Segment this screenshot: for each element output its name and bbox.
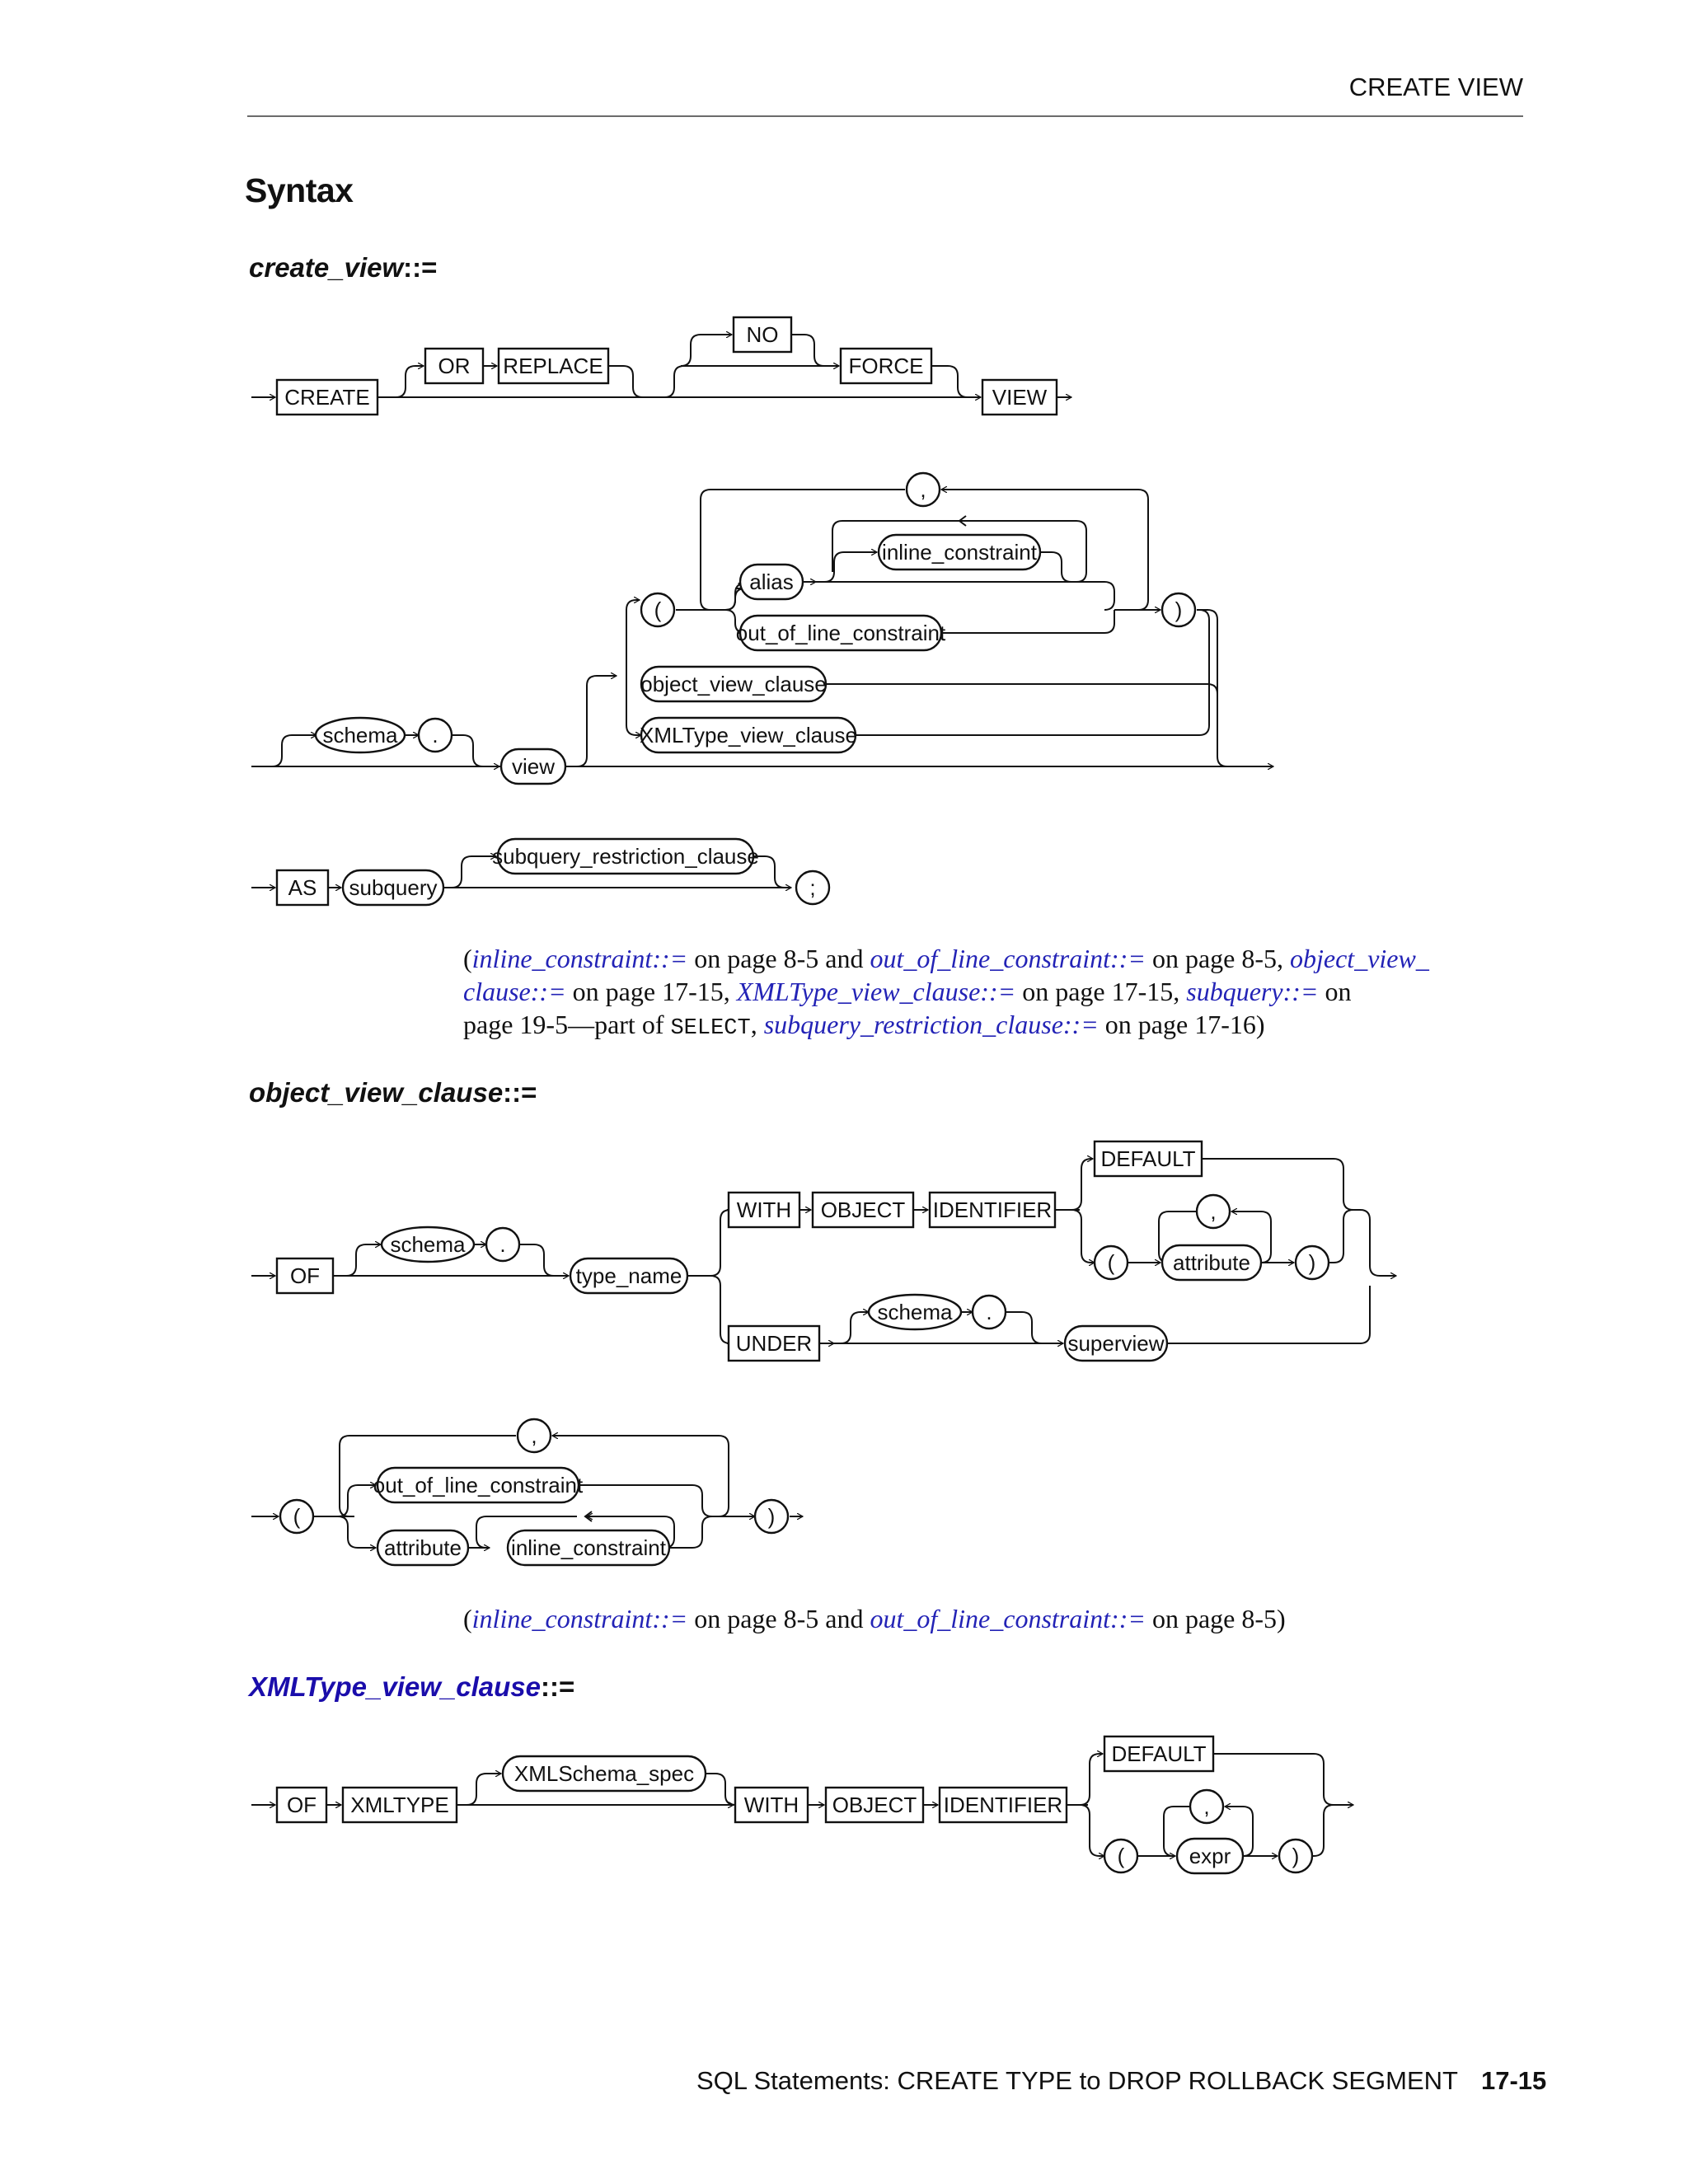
link-subquery[interactable]: subquery::= [1186,977,1319,1006]
svg-text:.: . [986,1300,992,1324]
svg-text:IDENTIFIER: IDENTIFIER [943,1793,1063,1817]
svg-text:(: ( [293,1504,301,1529]
svg-text:(: ( [1107,1250,1115,1275]
svg-text:(: ( [654,598,662,622]
svg-text:FORCE: FORCE [848,354,924,378]
svg-text:DEFAULT: DEFAULT [1100,1146,1196,1171]
diagram-create-view-row1 [251,317,1071,415]
link-subquery-restriction-clause[interactable]: subquery_restriction_clause::= [763,1010,1099,1039]
svg-text:alias: alias [749,569,794,594]
link-inline-constraint[interactable]: inline_constraint::= [471,944,688,973]
link-out-of-line-constraint[interactable]: out_of_line_constraint::= [870,1604,1146,1633]
svg-text:;: ; [809,875,816,900]
svg-text:,: , [531,1423,537,1448]
svg-text:XMLTYPE: XMLTYPE [350,1793,449,1817]
svg-text:type_name: type_name [575,1263,682,1288]
svg-text:OBJECT: OBJECT [832,1793,917,1817]
page-footer [696,2066,1546,2096]
svg-text:WITH: WITH [736,1197,792,1222]
running-header: CREATE VIEW [1348,73,1523,101]
section-title: Syntax [245,171,354,209]
svg-text:): ) [767,1504,776,1529]
rule-heading-xmltype-view-clause[interactable]: XMLType_view_clause::= [249,1671,575,1702]
svg-text:CREATE: CREATE [284,385,370,410]
svg-text:REPLACE: REPLACE [503,354,603,378]
rule-heading-object-view-clause: object_view_clause::= [249,1077,537,1108]
page-number: 17-15 [1480,2066,1547,2095]
svg-text:,: , [920,477,926,502]
svg-text:,: , [1203,1794,1210,1819]
footer-title: SQL Statements: CREATE TYPE to DROP ROLLBACK SEGMENT [696,2066,1458,2095]
svg-text:superview: superview [1067,1331,1165,1356]
svg-text:XMLType_view_clause: XMLType_view_clause [640,723,857,748]
cross-reference-create-view: (inline_constraint::= on page 8-5 and out_of_line_constraint::= on page 8-5, object_view_ clause::= on page 17-15, XMLType_view_clause::= on page 17-15, subquery::= on page 19-5—part of SELECT, subquery_restriction_clause::= on page 17-16) [463,944,1429,1041]
svg-text:OR: OR [438,354,471,378]
svg-text:inline_constraint: inline_constraint [511,1535,666,1560]
link-out-of-line-constraint[interactable]: out_of_line_constraint::= [870,944,1146,973]
svg-text:inline_constraint: inline_constraint [882,540,1037,565]
svg-text:IDENTIFIER: IDENTIFIER [932,1197,1053,1222]
svg-text:.: . [499,1232,506,1257]
svg-text:AS: AS [288,875,317,900]
rule-heading-create-view: create_view::= [249,252,438,283]
svg-text:out_of_line_constraint: out_of_line_constraint [373,1473,584,1497]
link-object-view-clause-cont[interactable]: clause::= [463,977,566,1006]
cross-reference-object-view-clause: (inline_constraint::= on page 8-5 and out_of_line_constraint::= on page 8-5) [463,1604,1286,1633]
svg-text:view: view [511,754,556,779]
svg-text:): ) [1175,598,1183,622]
svg-text:XMLSchema_spec: XMLSchema_spec [513,1761,695,1786]
svg-text:OF: OF [289,1263,321,1288]
svg-text:attribute: attribute [384,1535,462,1560]
svg-text:): ) [1308,1250,1316,1275]
diagram-create-view-row3 [251,839,829,905]
svg-text:expr: expr [1189,1844,1231,1868]
svg-text:,: , [1210,1199,1217,1224]
svg-text:(: ( [1117,1844,1125,1868]
svg-text:schema: schema [322,723,398,748]
svg-text:object_view_clause: object_view_clause [640,672,827,696]
svg-text:OBJECT: OBJECT [820,1197,906,1222]
svg-text:schema: schema [877,1300,953,1324]
diagram-xmltype-view-clause [251,1736,1353,1873]
svg-text:.: . [432,723,438,748]
svg-text:DEFAULT: DEFAULT [1111,1741,1207,1766]
svg-text:schema: schema [390,1232,466,1257]
svg-text:WITH: WITH [743,1793,799,1817]
svg-text:OF: OF [286,1793,317,1817]
svg-text:): ) [1292,1844,1300,1868]
svg-text:UNDER: UNDER [735,1331,813,1356]
svg-text:attribute: attribute [1173,1250,1250,1275]
svg-text:VIEW: VIEW [992,385,1048,410]
link-xmltype-view-clause[interactable]: XMLType_view_clause::= [736,977,1016,1006]
code-select: SELECT [670,1016,751,1041]
svg-text:NO: NO [746,322,779,347]
diagram-create-view-row2 [251,473,1273,784]
svg-text:subquery: subquery [349,875,438,900]
diagram-object-view-clause-row2 [251,1419,803,1565]
diagram-object-view-clause-row1 [251,1141,1396,1361]
svg-text:subquery_restriction_clause: subquery_restriction_clause [492,844,759,869]
svg-text:out_of_line_constraint: out_of_line_constraint [735,621,946,645]
link-inline-constraint[interactable]: inline_constraint::= [471,1604,688,1633]
link-object-view-clause[interactable]: object_view_ [1290,944,1429,973]
